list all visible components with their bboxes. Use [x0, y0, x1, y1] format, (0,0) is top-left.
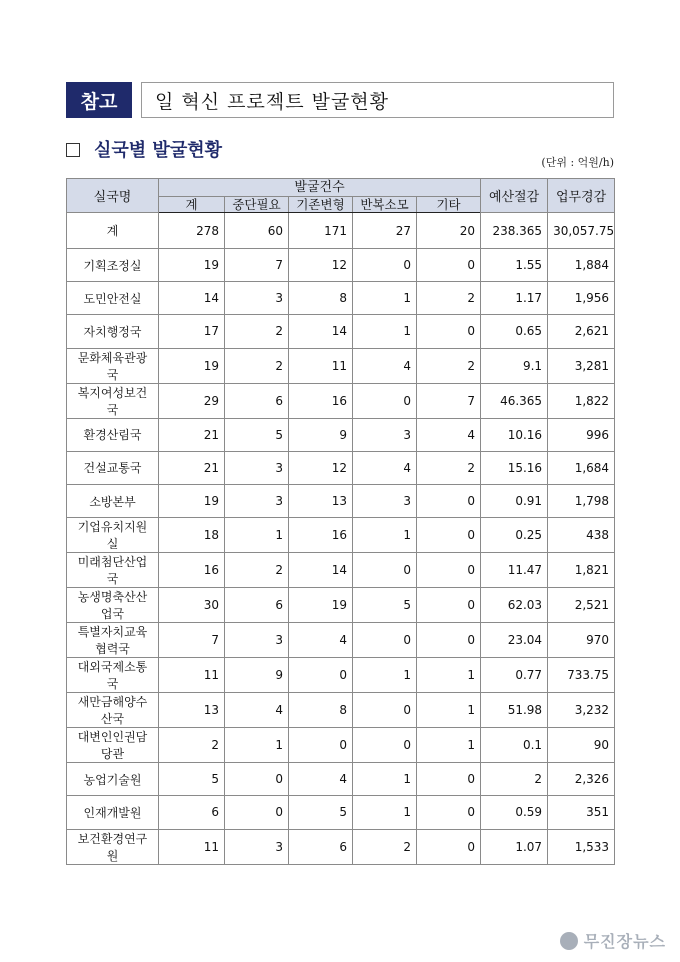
cell-total: 13 [159, 693, 225, 728]
cell-name: 복지여성보건국 [67, 383, 159, 418]
cell-other: 0 [417, 518, 481, 553]
cell-name: 인재개발원 [67, 796, 159, 829]
cell-budget: 11.47 [481, 553, 548, 588]
cell-workload: 1,798 [548, 484, 615, 517]
table-row [67, 418, 615, 451]
cell-total: 14 [159, 282, 225, 315]
table-row [67, 658, 615, 693]
cell-stop: 0 [225, 796, 289, 829]
cell-budget: 0.65 [481, 315, 548, 348]
cell-total: 19 [159, 484, 225, 517]
cell-stop: 5 [225, 418, 289, 451]
cell-stop: 3 [225, 623, 289, 658]
cell-total: 2 [159, 728, 225, 763]
cell-repeat: 1 [353, 658, 417, 693]
table-row [67, 383, 615, 418]
cell-total: 6 [159, 796, 225, 829]
cell-workload: 1,821 [548, 553, 615, 588]
cell-name: 환경산림국 [67, 418, 159, 451]
cell-workload: 438 [548, 518, 615, 553]
cell-other: 7 [417, 383, 481, 418]
cell-stop: 3 [225, 282, 289, 315]
cell-workload: 1,956 [548, 282, 615, 315]
cell-total: 278 [159, 213, 225, 249]
reference-badge: 참고 [66, 82, 132, 118]
table-row [67, 763, 615, 796]
cell-change: 13 [289, 484, 353, 517]
table-row [67, 553, 615, 588]
cell-budget: 62.03 [481, 588, 548, 623]
cell-name: 자치행정국 [67, 315, 159, 348]
cell-workload: 2,326 [548, 763, 615, 796]
cell-budget: 10.16 [481, 418, 548, 451]
cell-workload: 3,232 [548, 693, 615, 728]
cell-change: 9 [289, 418, 353, 451]
cell-workload: 1,822 [548, 383, 615, 418]
cell-total: 19 [159, 348, 225, 383]
cell-stop: 3 [225, 451, 289, 484]
cell-other: 4 [417, 418, 481, 451]
cell-repeat: 4 [353, 348, 417, 383]
cell-other: 20 [417, 213, 481, 249]
table-row [67, 484, 615, 517]
cell-total: 21 [159, 418, 225, 451]
cell-stop: 1 [225, 518, 289, 553]
cell-repeat: 0 [353, 728, 417, 763]
cell-change: 19 [289, 588, 353, 623]
cell-change: 11 [289, 348, 353, 383]
cell-workload: 351 [548, 796, 615, 829]
cell-stop: 7 [225, 249, 289, 282]
cell-repeat: 1 [353, 315, 417, 348]
cell-change: 0 [289, 728, 353, 763]
cell-budget: 0.25 [481, 518, 548, 553]
table-row [67, 315, 615, 348]
cell-workload: 1,684 [548, 451, 615, 484]
cell-other: 0 [417, 553, 481, 588]
cell-change: 171 [289, 213, 353, 249]
cell-workload: 1,884 [548, 249, 615, 282]
cell-budget: 238.365 [481, 213, 548, 249]
checkbox-icon [66, 143, 80, 157]
total-row [67, 213, 615, 249]
watermark-text: 무진장뉴스 [583, 932, 666, 951]
table-row [67, 249, 615, 282]
cell-name: 계 [67, 213, 159, 249]
cell-stop: 3 [225, 829, 289, 864]
cell-stop: 6 [225, 383, 289, 418]
header-other: 기타 [417, 197, 481, 213]
cell-stop: 0 [225, 763, 289, 796]
unit-label: (단위 : 억원/h) [541, 156, 614, 169]
cell-budget: 46.365 [481, 383, 548, 418]
cell-repeat: 0 [353, 623, 417, 658]
document-title: 일 혁신 프로젝트 발굴현황 [141, 82, 614, 118]
cell-name: 기획조정실 [67, 249, 159, 282]
cell-change: 16 [289, 383, 353, 418]
cell-other: 2 [417, 282, 481, 315]
cell-total: 5 [159, 763, 225, 796]
cell-change: 12 [289, 249, 353, 282]
cell-repeat: 0 [353, 249, 417, 282]
cell-repeat: 5 [353, 588, 417, 623]
cell-repeat: 3 [353, 484, 417, 517]
cell-change: 14 [289, 315, 353, 348]
cell-stop: 3 [225, 484, 289, 517]
cell-workload: 90 [548, 728, 615, 763]
cell-other: 0 [417, 484, 481, 517]
cell-name: 도민안전실 [67, 282, 159, 315]
cell-name: 농생명축산산업국 [67, 588, 159, 623]
cell-budget: 15.16 [481, 451, 548, 484]
header-budget: 예산절감 [481, 179, 548, 213]
cell-name: 새만금해양수산국 [67, 693, 159, 728]
cell-budget: 2 [481, 763, 548, 796]
cell-stop: 6 [225, 588, 289, 623]
cell-name: 소방본부 [67, 484, 159, 517]
table-row [67, 282, 615, 315]
cell-change: 4 [289, 623, 353, 658]
cell-name: 기업유치지원실 [67, 518, 159, 553]
table-row [67, 623, 615, 658]
header-department: 실국명 [67, 179, 159, 213]
cell-stop: 4 [225, 693, 289, 728]
cell-name: 보건환경연구원 [67, 829, 159, 864]
table-row [67, 728, 615, 763]
cell-change: 0 [289, 658, 353, 693]
cell-stop: 2 [225, 315, 289, 348]
table-row [67, 451, 615, 484]
cell-name: 건설교통국 [67, 451, 159, 484]
cell-workload: 1,533 [548, 829, 615, 864]
cell-repeat: 2 [353, 829, 417, 864]
cell-repeat: 0 [353, 383, 417, 418]
cell-workload: 970 [548, 623, 615, 658]
cell-budget: 9.1 [481, 348, 548, 383]
cell-repeat: 27 [353, 213, 417, 249]
cell-name: 미래첨단산업국 [67, 553, 159, 588]
cell-repeat: 1 [353, 282, 417, 315]
table-row [67, 693, 615, 728]
cell-repeat: 0 [353, 553, 417, 588]
cell-total: 17 [159, 315, 225, 348]
cell-other: 2 [417, 348, 481, 383]
cell-other: 0 [417, 588, 481, 623]
cell-total: 11 [159, 658, 225, 693]
cell-other: 2 [417, 451, 481, 484]
cell-stop: 2 [225, 348, 289, 383]
cell-budget: 51.98 [481, 693, 548, 728]
header-total: 계 [159, 197, 225, 213]
cell-total: 11 [159, 829, 225, 864]
cell-budget: 23.04 [481, 623, 548, 658]
cell-total: 30 [159, 588, 225, 623]
cell-budget: 0.1 [481, 728, 548, 763]
cell-other: 0 [417, 796, 481, 829]
header-count-group: 발굴건수 [159, 179, 481, 197]
cell-repeat: 4 [353, 451, 417, 484]
cell-change: 6 [289, 829, 353, 864]
cell-change: 8 [289, 693, 353, 728]
cell-stop: 1 [225, 728, 289, 763]
cell-name: 대외국제소통국 [67, 658, 159, 693]
cell-other: 1 [417, 728, 481, 763]
cell-workload: 3,281 [548, 348, 615, 383]
cell-other: 0 [417, 829, 481, 864]
cell-repeat: 1 [353, 518, 417, 553]
cell-name: 농업기술원 [67, 763, 159, 796]
cell-workload: 996 [548, 418, 615, 451]
table-row [67, 518, 615, 553]
cell-name: 특별자치교육협력국 [67, 623, 159, 658]
watermark-logo-icon [560, 932, 578, 950]
cell-repeat: 1 [353, 763, 417, 796]
cell-change: 8 [289, 282, 353, 315]
cell-budget: 1.17 [481, 282, 548, 315]
cell-workload: 2,621 [548, 315, 615, 348]
header-change: 기존변형 [289, 197, 353, 213]
cell-change: 5 [289, 796, 353, 829]
section-heading [66, 136, 222, 162]
cell-repeat: 1 [353, 796, 417, 829]
cell-stop: 2 [225, 553, 289, 588]
cell-other: 0 [417, 249, 481, 282]
cell-stop: 9 [225, 658, 289, 693]
cell-other: 0 [417, 763, 481, 796]
cell-change: 12 [289, 451, 353, 484]
cell-change: 16 [289, 518, 353, 553]
cell-budget: 0.91 [481, 484, 548, 517]
table-row [67, 348, 615, 383]
cell-workload: 733.75 [548, 658, 615, 693]
cell-change: 14 [289, 553, 353, 588]
table-row [67, 588, 615, 623]
cell-budget: 0.59 [481, 796, 548, 829]
cell-name: 문화체육관광국 [67, 348, 159, 383]
cell-total: 7 [159, 623, 225, 658]
cell-total: 18 [159, 518, 225, 553]
header-stop: 중단필요 [225, 197, 289, 213]
cell-name: 대변인인권담당관 [67, 728, 159, 763]
cell-total: 19 [159, 249, 225, 282]
table-row [67, 829, 615, 864]
cell-repeat: 3 [353, 418, 417, 451]
discovery-table [66, 178, 615, 865]
cell-workload: 30,057.75 [548, 213, 615, 249]
header-workload: 업무경감 [548, 179, 615, 213]
header-repeat: 반복소모 [353, 197, 417, 213]
watermark [560, 929, 666, 952]
cell-total: 16 [159, 553, 225, 588]
section-title: 실국별 발굴현황 [94, 140, 222, 161]
cell-budget: 1.07 [481, 829, 548, 864]
cell-workload: 2,521 [548, 588, 615, 623]
cell-total: 29 [159, 383, 225, 418]
cell-other: 1 [417, 658, 481, 693]
cell-other: 0 [417, 623, 481, 658]
cell-other: 1 [417, 693, 481, 728]
cell-budget: 1.55 [481, 249, 548, 282]
cell-change: 4 [289, 763, 353, 796]
cell-stop: 60 [225, 213, 289, 249]
cell-other: 0 [417, 315, 481, 348]
cell-repeat: 0 [353, 693, 417, 728]
table-row [67, 796, 615, 829]
cell-total: 21 [159, 451, 225, 484]
cell-budget: 0.77 [481, 658, 548, 693]
